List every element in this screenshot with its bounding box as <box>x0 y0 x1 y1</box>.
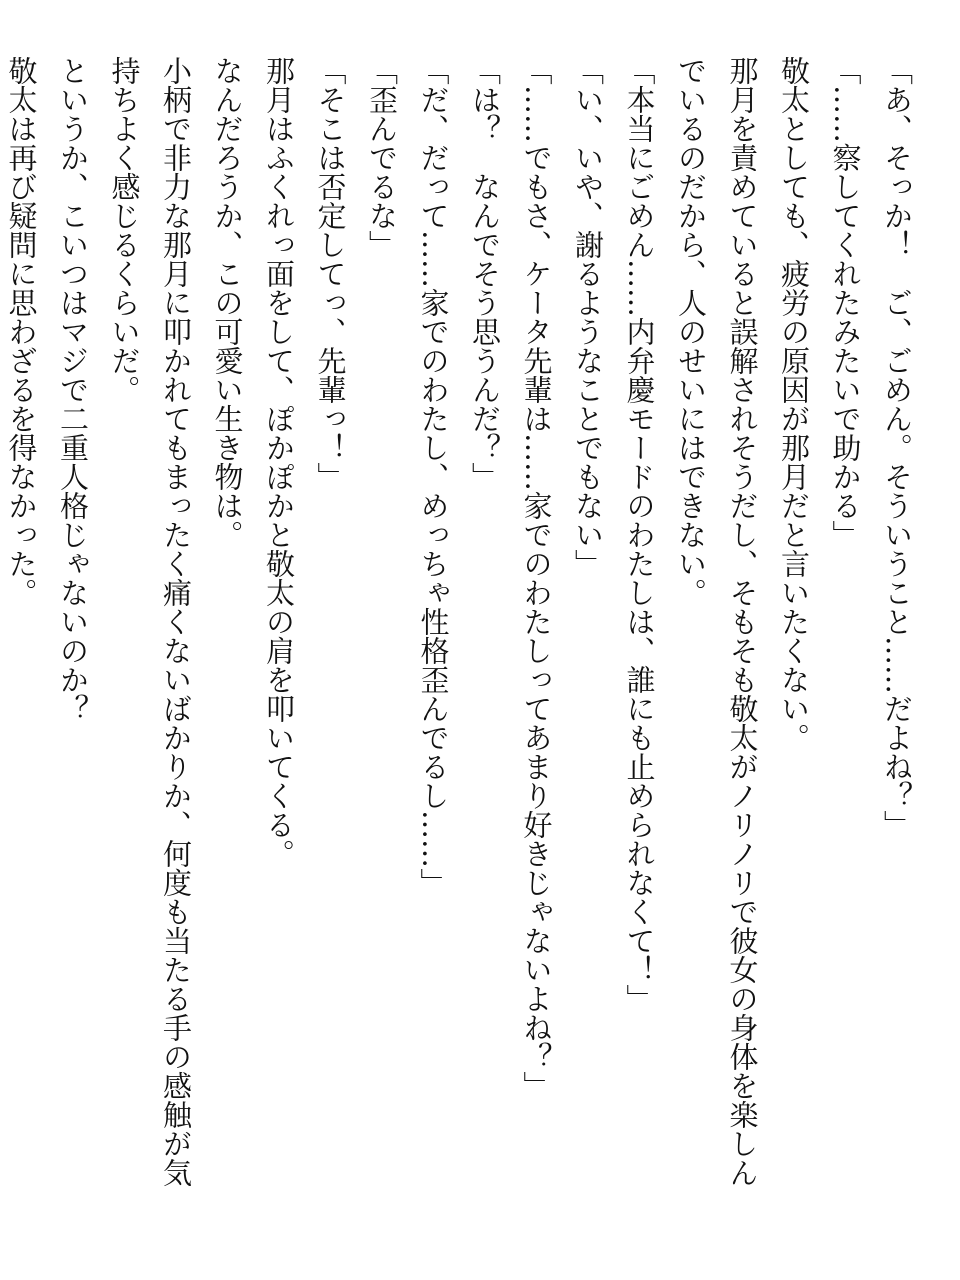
text-line: 「……察してくれたみたいで助かる」 <box>828 56 863 549</box>
text-line: 「い、いや、謝るようなことでもない」 <box>571 56 605 578</box>
vertical-text-body <box>0 56 922 1236</box>
text-line: 「本当にごめん……内弁慶モードのわたしは、誰にも止められなくて！」 <box>622 56 657 1013</box>
text-line: 持ちよく感じるくらいだ。 <box>107 56 142 404</box>
text-line: 「……でもさ、ケータ先輩は……家でのわたしってあまり好きじゃないよね？」 <box>519 56 554 1100</box>
text-line: なんだろうか、この可愛い生き物は。 <box>210 56 245 549</box>
text-line: 「あ、そっか！ ご、ごめん。そういうこと……だよね？」 <box>880 56 914 839</box>
text-line: 「だ、だって……家でのわたし、めっちゃ性格歪んでるし……」 <box>416 56 451 897</box>
text-line: 「歪んでるな」 <box>365 56 399 259</box>
text-line: 「そこは否定してっ、先輩っ！」 <box>313 56 348 491</box>
text-line: というか、こいつはマジで二重人格じゃないのか？ <box>56 56 90 723</box>
text-line: 敬太としても、疲労の原因が那月だと言いたくない。 <box>777 56 811 752</box>
text-line: でいるのだから、人のせいにはできない。 <box>674 56 708 607</box>
text-line: 「は？ なんでそう思うんだ？」 <box>468 56 502 491</box>
text-line: 那月を責めていると誤解されそうだし、そもそも敬太がノリノリで彼女の身体を楽しん <box>725 56 760 1187</box>
text-line: 那月はふくれっ面をして、ぽかぽかと敬太の肩を叩いてくる。 <box>262 56 296 868</box>
text-line: 敬太は再び疑問に思わざるを得なかった。 <box>4 56 39 607</box>
text-line: 小柄で非力な那月に叩かれてもまったく痛くないばかりか、何度も当たる手の感触が気 <box>159 56 193 1187</box>
